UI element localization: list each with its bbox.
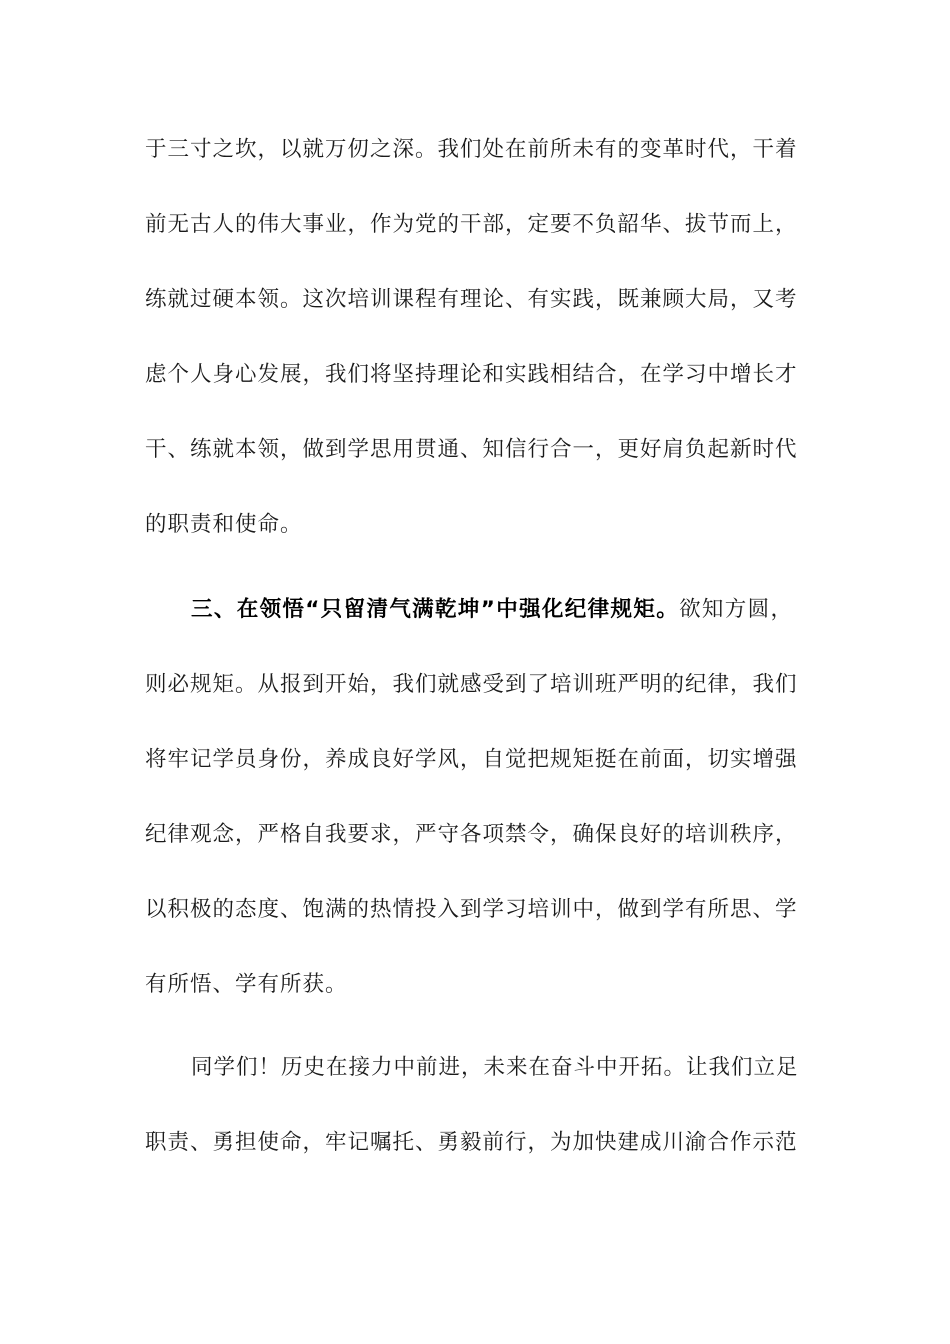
- paragraph-1-line-5: 干、练就本领，做到学思用贯通、知信行合一，更好肩负起新时代: [145, 437, 798, 462]
- paragraph-2-line-2: 则必规矩。从报到开始，我们就感受到了培训班严明的纪律，我们: [145, 672, 798, 697]
- paragraph-2-line-4: 纪律观念，严格自我要求，严守各项禁令，确保良好的培训秩序，: [145, 822, 798, 847]
- paragraph-1-line-4: 虑个人身心发展，我们将坚持理论和实践相结合，在学习中增长才: [145, 362, 798, 387]
- paragraph-1-line-6: 的职责和使命。: [145, 512, 303, 537]
- section-heading: 三、在领悟“只留清气满乾坤”中强化纪律规矩。: [191, 597, 680, 622]
- paragraph-3-line-1: 同学们！历史在接力中前进，未来在奋斗中开拓。让我们立足: [191, 1055, 799, 1080]
- paragraph-2-line-3: 将牢记学员身份，养成良好学风，自觉把规矩挺在前面，切实增强: [145, 747, 798, 772]
- paragraph-1-line-3: 练就过硬本领。这次培训课程有理论、有实践，既兼顾大局，又考: [145, 287, 798, 312]
- paragraph-3-line-2: 职责、勇担使命，牢记嘱托、勇毅前行，为加快建成川渝合作示范: [145, 1130, 798, 1155]
- paragraph-2-line-1: [191, 590, 793, 630]
- paragraph-2-line-5: 以积极的态度、饱满的热情投入到学习培训中，做到学有所思、学: [145, 897, 798, 922]
- paragraph-1-line-2: 前无古人的伟大事业，作为党的干部，定要不负韶华、拔节而上，: [145, 212, 798, 237]
- paragraph-1-line-1: 于三寸之坎，以就万仞之深。我们处在前所未有的变革时代，干着: [145, 137, 798, 162]
- paragraph-2-line-6: 有所悟、学有所获。: [145, 972, 348, 997]
- section-heading-continuation: 欲知方圆，: [679, 597, 793, 622]
